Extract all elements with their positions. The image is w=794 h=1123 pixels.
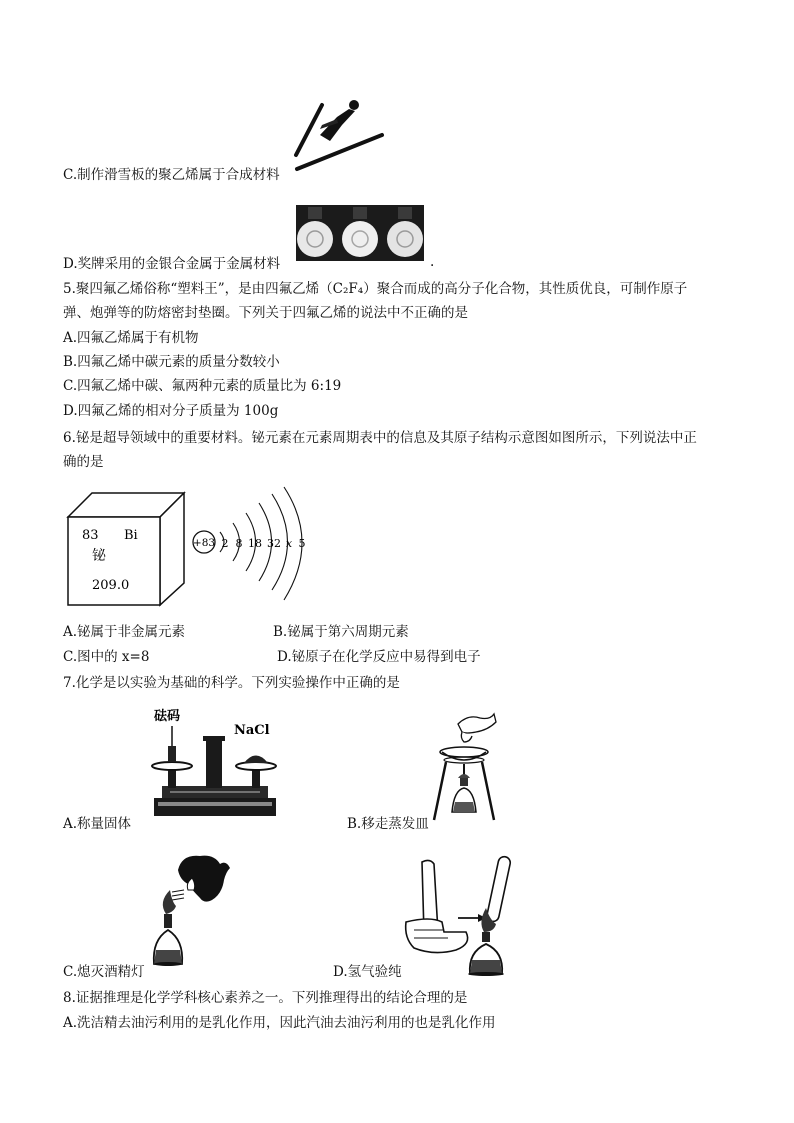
atom-structure [193, 487, 306, 600]
q4-option-c: C.制作滑雪板的聚乙烯属于合成材料 [63, 167, 280, 183]
shell-count-4: 32 [267, 537, 281, 550]
ski-jumper-image [292, 95, 387, 175]
q5-option-a: A.四氟乙烯属于有机物 [63, 330, 199, 346]
nucleus-charge: +83 [192, 537, 216, 549]
hand-shape [458, 714, 496, 733]
q7-stem: 7.化学是以实验为基础的科学。下列实验操作中正确的是 [63, 675, 400, 691]
q6-option-d: D.铋原子在化学反应中易得到电子 [277, 649, 481, 665]
bismuth-figure [62, 485, 312, 610]
blowing-lamp-image [148, 850, 238, 970]
evaporating-dish-image [428, 712, 508, 827]
q8-stem: 8.证据推理是化学学科核心素养之一。下列推理得出的结论合理的是 [63, 990, 468, 1006]
q6-option-b: B.铋属于第六周期元素 [273, 624, 409, 640]
q6-option-a: A.铋属于非金属元素 [63, 624, 186, 640]
element-name: 铋 [92, 548, 106, 564]
nacl-label: NaCl [234, 723, 270, 738]
element-mass: 209.0 [92, 578, 130, 593]
element-card [68, 493, 184, 605]
q6-stem-line2: 确的是 [63, 454, 104, 470]
q5-option-c: C.四氟乙烯中碳、氟两种元素的质量比为 6:19 [63, 378, 342, 394]
hydrogen-test-image [400, 852, 530, 977]
shell-count-5: x [285, 537, 293, 550]
q5-option-d: D.四氟乙烯的相对分子质量为 100g [63, 403, 279, 419]
shell-count-1: 2 [221, 537, 229, 550]
q7-option-c: C.熄灭酒精灯 [63, 964, 145, 980]
q7-option-d: D.氢气验纯 [333, 964, 402, 980]
hand-shape-d [406, 919, 468, 953]
q6-option-c: C.图中的 x=8 [63, 649, 150, 665]
person-head [178, 856, 230, 902]
q5-stem-line2: 弹、炮弹等的防熔密封垫圈。下列关于四氟乙烯的说法中不正确的是 [63, 305, 468, 321]
q6-stem-line1: 6.铋是超导领域中的重要材料。铋元素在元素周期表中的信息及其原子结构示意图如图所示，下列说法中正 [63, 430, 697, 446]
shell-count-2: 8 [235, 537, 243, 550]
weights-label: 砝码 [154, 709, 181, 724]
q8-option-a: A.洗洁精去油污利用的是乳化作用，因此汽油去油污利用的也是乳化作用 [63, 1015, 496, 1031]
shell-count-3: 18 [248, 537, 262, 550]
q7-option-b: B.移走蒸发皿 [347, 816, 429, 832]
balance-image [148, 706, 283, 821]
element-symbol: Bi [124, 528, 138, 543]
q7-option-a: A.称量固体 [63, 816, 132, 832]
shell-count-6: 5 [298, 537, 306, 550]
trailing-mark: . [430, 254, 435, 270]
element-number: 83 [82, 528, 99, 543]
q4-option-d: D.奖牌采用的金银合金属于金属材料 [63, 256, 281, 272]
medals-image [296, 205, 424, 261]
q5-stem-line1: 5.聚四氟乙烯俗称“塑料王”，是由四氟乙烯（C₂F₄）聚合而成的高分子化合物，其性质优良，可制作原子 [63, 281, 688, 297]
q5-option-b: B.四氟乙烯中碳元素的质量分数较小 [63, 354, 280, 370]
